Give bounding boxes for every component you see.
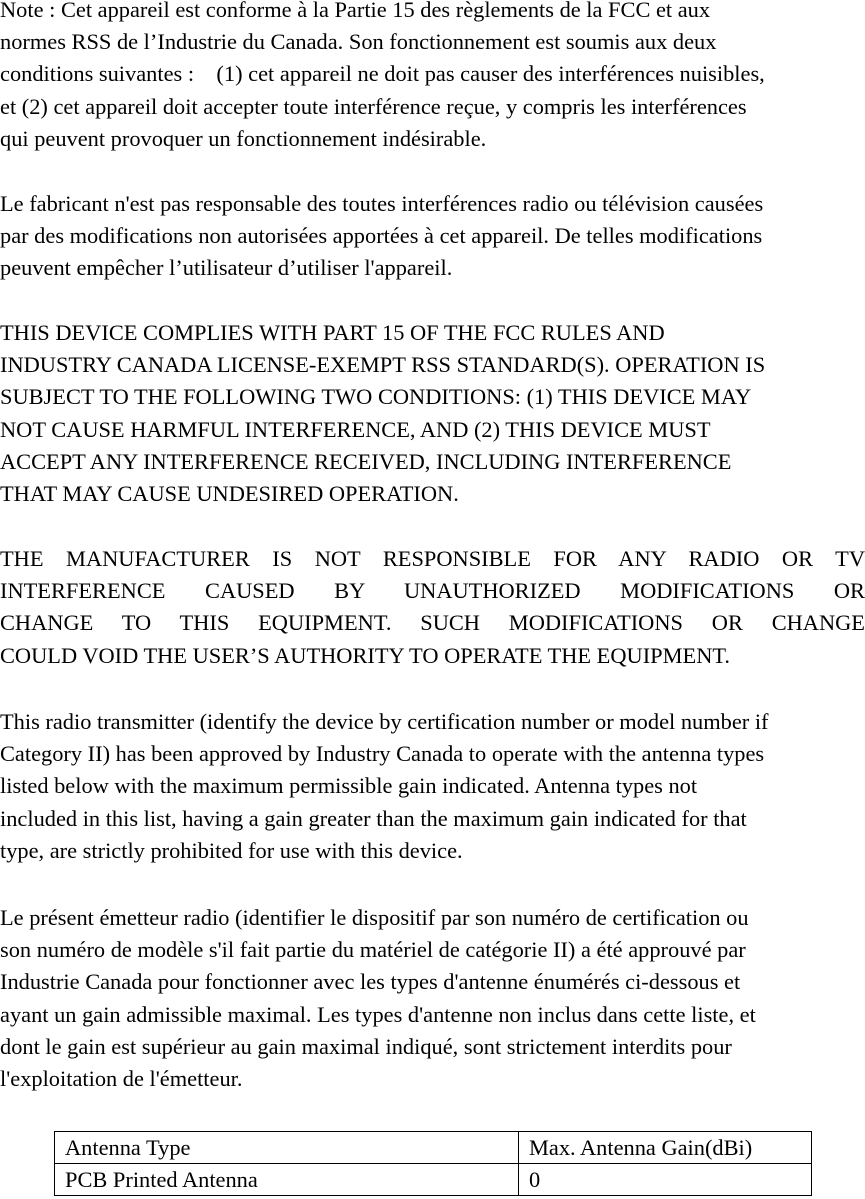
text-line: normes RSS de l’Industrie du Canada. Son fonctionnement est soumis aux deux xyxy=(0,29,717,55)
en-manufacturer-disclaimer xyxy=(0,543,865,672)
text-line: l'exploitation de l'émetteur. xyxy=(0,1065,243,1091)
text-line: NOT CAUSE HARMFUL INTERFERENCE, AND (2) THIS DEVICE MUST xyxy=(0,416,711,442)
text-line: par des modifications non autorisées apportées à cet appareil. De telles modifications xyxy=(0,223,763,249)
text-line: THIS DEVICE COMPLIES WITH PART 15 OF THE FCC RULES AND xyxy=(0,320,665,345)
fr-transmitter-statement xyxy=(0,902,865,1095)
antenna-table xyxy=(54,1131,812,1196)
text-line: SUBJECT TO THE FOLLOWING TWO CONDITIONS: (1) THIS DEVICE MAY xyxy=(0,384,752,410)
text-line: dont le gain est supérieur au gain maximal indiqué, sont strictement interdits pour xyxy=(0,1033,732,1059)
table-header-row xyxy=(55,1132,812,1164)
text-line: Category II) has been approved by Industry Canada to operate with the antenna types xyxy=(0,741,765,767)
text-line: Note : Cet appareil est conforme à la Partie 15 des règlements de la FCC et aux xyxy=(0,0,711,22)
text-line: Le présent émetteur radio (identifier le dispositif par son numéro de certification ou xyxy=(0,905,749,930)
text-line: et (2) cet appareil doit accepter toute interférence reçue, y compris les interférences xyxy=(0,93,747,119)
text-line: CHANGE TO THIS EQUIPMENT. SUCH MODIFICATIONS OR CHANGE xyxy=(0,610,865,636)
text-line: ayant un gain admissible maximal. Les types d'antenne non inclus dans cette liste, et xyxy=(0,1001,756,1027)
text-line: INTERFERENCE CAUSED BY UNAUTHORIZED MODIFICATIONS OR xyxy=(0,578,865,604)
table-cell: 0 xyxy=(519,1164,812,1196)
en-compliance-notice xyxy=(0,317,865,510)
text-line: ACCEPT ANY INTERFERENCE RECEIVED, INCLUDING INTERFERENCE xyxy=(0,448,732,474)
table-row xyxy=(55,1164,812,1196)
text-line: THE MANUFACTURER IS NOT RESPONSIBLE FOR ANY RADIO OR TV xyxy=(0,546,865,571)
text-line: listed below with the maximum permissible gain indicated. Antenna types not xyxy=(0,773,698,799)
text-line: THAT MAY CAUSE UNDESIRED OPERATION. xyxy=(0,480,459,506)
text-line: qui peuvent provoquer un fonctionnement indésirable. xyxy=(0,125,487,151)
fr-compliance-notice xyxy=(0,0,865,155)
en-transmitter-statement xyxy=(0,706,865,867)
text-line: conditions suivantes : (1) cet appareil ne doit pas causer des interférences nuisibles, xyxy=(0,61,765,87)
text-line: Le fabricant n'est pas responsable des toutes interférences radio ou télévision causées xyxy=(0,191,764,216)
table-header-cell: Antenna Type xyxy=(55,1132,519,1164)
text-line: son numéro de modèle s'il fait partie du matériel de catégorie II) a été approuvé par xyxy=(0,937,746,963)
text-line: COULD VOID THE USER’S AUTHORITY TO OPERATE THE EQUIPMENT. xyxy=(0,642,730,668)
text-line: included in this list, having a gain greater than the maximum gain indicated for that xyxy=(0,805,747,831)
fr-manufacturer-disclaimer xyxy=(0,188,865,285)
text-line: INDUSTRY CANADA LICENSE-EXEMPT RSS STANDARD(S). OPERATION IS xyxy=(0,352,766,378)
table-cell: PCB Printed Antenna xyxy=(55,1164,519,1196)
text-line: This radio transmitter (identify the device by certification number or model number if xyxy=(0,709,769,734)
text-line: type, are strictly prohibited for use with this device. xyxy=(0,837,463,863)
table-header-cell: Max. Antenna Gain(dBi) xyxy=(519,1132,812,1164)
text-line: Industrie Canada pour fonctionner avec les types d'antenne énumérés ci‐dessous et xyxy=(0,969,741,995)
text-line: peuvent empêcher l’utilisateur d’utiliser l'appareil. xyxy=(0,255,453,281)
